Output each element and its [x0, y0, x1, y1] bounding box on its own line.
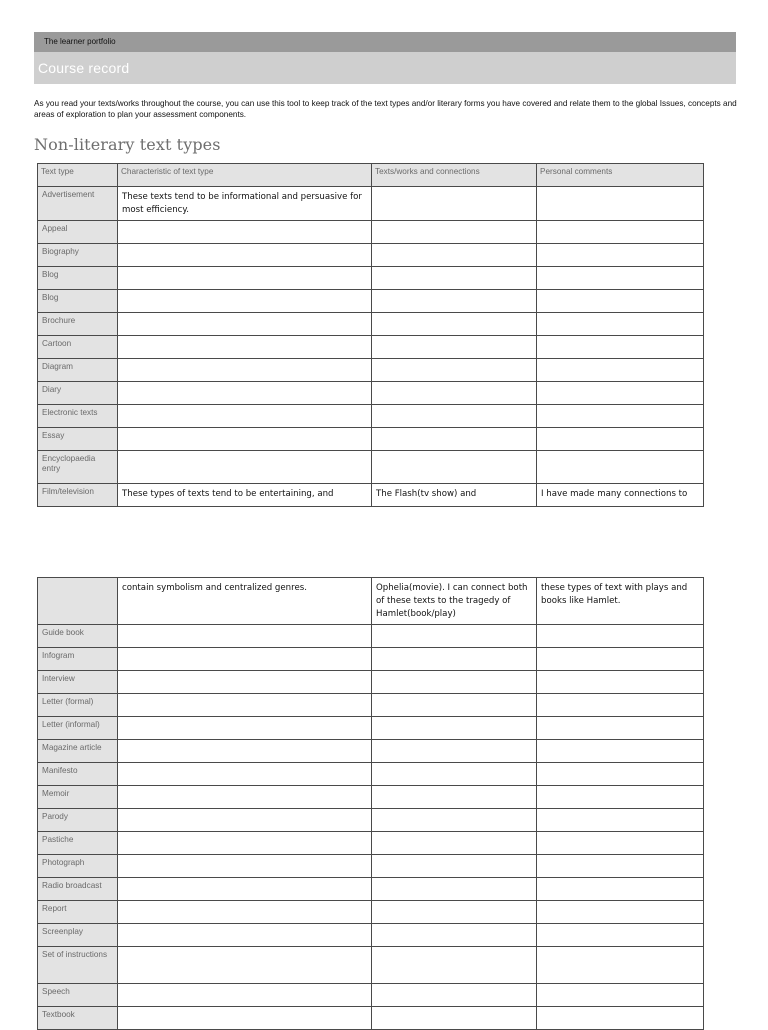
text-type-cell	[38, 878, 118, 901]
text-type-cell-text: Essay	[42, 431, 65, 440]
text-type-cell-text: Letter (formal)	[42, 697, 94, 706]
text-type-cell-text: Letter (informal)	[42, 720, 100, 729]
characteristic-cell[interactable]	[118, 187, 372, 221]
text-type-cell-text: Blog	[42, 293, 59, 302]
characteristic-cell-text	[118, 1007, 371, 1011]
texts-connections-cell[interactable]	[372, 625, 537, 648]
personal-comments-cell[interactable]	[537, 290, 704, 313]
personal-comments-cell-text	[537, 671, 703, 675]
characteristic-cell[interactable]	[118, 405, 372, 428]
text-type-cell	[38, 984, 118, 1007]
texts-connections-cell-text	[372, 313, 536, 317]
table-row	[38, 221, 704, 244]
text-type-cell-text: Appeal	[42, 224, 68, 233]
table-row	[38, 484, 704, 507]
texts-connections-cell-text	[372, 648, 536, 652]
table-row	[38, 451, 704, 484]
text-type-cell-text: Speech	[42, 987, 70, 996]
texts-connections-cell[interactable]	[372, 694, 537, 717]
text-type-cell-text: Set of instructions	[42, 950, 108, 959]
table-row	[38, 717, 704, 740]
texts-connections-cell[interactable]	[372, 717, 537, 740]
characteristic-cell[interactable]	[118, 924, 372, 947]
texts-connections-cell-text	[372, 671, 536, 675]
texts-connections-cell-text	[372, 832, 536, 836]
texts-connections-cell[interactable]	[372, 648, 537, 671]
table-row	[38, 187, 704, 221]
personal-comments-cell-text	[537, 717, 703, 721]
texts-connections-cell-text	[372, 947, 536, 951]
texts-connections-cell-text	[372, 267, 536, 271]
text-type-cell	[38, 694, 118, 717]
characteristic-cell[interactable]	[118, 359, 372, 382]
characteristic-cell[interactable]	[118, 382, 372, 405]
text-type-cell-text: Textbook	[42, 1010, 75, 1019]
characteristic-cell-text	[118, 359, 371, 363]
texts-connections-cell[interactable]	[372, 578, 537, 625]
text-type-cell-text: Photograph	[42, 858, 85, 867]
texts-connections-cell-text	[372, 717, 536, 721]
characteristic-cell[interactable]	[118, 786, 372, 809]
personal-comments-cell[interactable]	[537, 763, 704, 786]
header-texts-connections-label: Texts/works and connections	[375, 167, 480, 176]
personal-comments-cell[interactable]	[537, 984, 704, 1007]
text-type-cell-text: Cartoon	[42, 339, 72, 348]
personal-comments-cell[interactable]	[537, 717, 704, 740]
text-type-cell-text: Biography	[42, 247, 79, 256]
texts-connections-cell[interactable]	[372, 267, 537, 290]
personal-comments-cell-text	[537, 878, 703, 882]
text-type-cell-text: Blog	[42, 270, 59, 279]
texts-connections-cell-text	[372, 359, 536, 363]
texts-connections-cell-text	[372, 1007, 536, 1011]
personal-comments-cell-text	[537, 405, 703, 409]
personal-comments-cell[interactable]	[537, 809, 704, 832]
texts-connections-cell[interactable]	[372, 451, 537, 484]
personal-comments-cell[interactable]	[537, 855, 704, 878]
personal-comments-cell[interactable]	[537, 947, 704, 984]
characteristic-cell-text	[118, 671, 371, 675]
characteristic-cell-text	[118, 405, 371, 409]
texts-connections-cell-text	[372, 924, 536, 928]
text-type-cell	[38, 313, 118, 336]
characteristic-cell[interactable]	[118, 484, 372, 507]
characteristic-cell[interactable]	[118, 984, 372, 1007]
table-row	[38, 1007, 704, 1030]
text-type-cell	[38, 405, 118, 428]
text-type-cell-text: Parody	[42, 812, 68, 821]
personal-comments-cell[interactable]	[537, 428, 704, 451]
text-type-cell-text: Advertisement	[42, 190, 95, 199]
characteristic-cell-text	[118, 717, 371, 721]
personal-comments-cell[interactable]	[537, 405, 704, 428]
characteristic-cell[interactable]	[118, 671, 372, 694]
text-type-cell-text	[38, 578, 117, 581]
characteristic-cell-text	[118, 809, 371, 813]
texts-connections-cell[interactable]	[372, 984, 537, 1007]
characteristic-cell-text	[118, 451, 371, 455]
table-row	[38, 694, 704, 717]
texts-connections-cell-text	[372, 901, 536, 905]
personal-comments-cell-text	[537, 187, 703, 191]
text-type-cell-text: Memoir	[42, 789, 70, 798]
table-row	[38, 740, 704, 763]
personal-comments-cell[interactable]	[537, 221, 704, 244]
characteristic-cell[interactable]	[118, 740, 372, 763]
characteristic-cell-text	[118, 336, 371, 340]
personal-comments-cell[interactable]	[537, 901, 704, 924]
characteristic-cell[interactable]	[118, 878, 372, 901]
texts-connections-cell-text	[372, 878, 536, 882]
personal-comments-cell[interactable]	[537, 671, 704, 694]
texts-connections-cell-text	[372, 740, 536, 744]
header-text-type-label: Text type	[41, 167, 74, 176]
text-type-cell-text: Guide book	[42, 628, 84, 637]
characteristic-cell[interactable]	[118, 947, 372, 984]
text-type-cell-text: Diagram	[42, 362, 73, 371]
texts-connections-cell[interactable]	[372, 832, 537, 855]
personal-comments-cell-text: these types of text with plays and books like Hamlet.	[541, 583, 688, 606]
texts-connections-cell-text	[372, 336, 536, 340]
text-type-cell	[38, 578, 118, 625]
characteristic-cell[interactable]	[118, 901, 372, 924]
characteristic-cell[interactable]	[118, 625, 372, 648]
portfolio-header-bar	[34, 32, 736, 52]
characteristic-cell[interactable]	[118, 648, 372, 671]
texts-connections-cell[interactable]	[372, 405, 537, 428]
personal-comments-cell[interactable]	[537, 1007, 704, 1030]
texts-connections-cell[interactable]	[372, 740, 537, 763]
text-type-cell	[38, 625, 118, 648]
personal-comments-cell[interactable]	[537, 484, 704, 507]
texts-connections-cell[interactable]	[372, 671, 537, 694]
table-row	[38, 763, 704, 786]
personal-comments-cell-text	[537, 855, 703, 859]
characteristic-cell[interactable]	[118, 763, 372, 786]
texts-connections-cell[interactable]	[372, 786, 537, 809]
personal-comments-cell-text	[537, 359, 703, 363]
header-characteristic-label: Characteristic of text type	[121, 167, 214, 176]
table-row	[38, 878, 704, 901]
texts-connections-cell-text	[372, 625, 536, 629]
text-type-cell-text: Brochure	[42, 316, 76, 325]
personal-comments-cell[interactable]	[537, 832, 704, 855]
texts-connections-cell[interactable]	[372, 484, 537, 507]
texts-connections-cell-text	[372, 221, 536, 225]
table-row	[38, 832, 704, 855]
personal-comments-cell-text	[537, 313, 703, 317]
texts-connections-cell[interactable]	[372, 187, 537, 221]
texts-connections-cell-text	[372, 694, 536, 698]
course-record-title: Course record	[38, 60, 130, 76]
text-types-table-1	[37, 163, 704, 507]
personal-comments-cell-text	[537, 648, 703, 652]
characteristic-cell[interactable]	[118, 221, 372, 244]
personal-comments-cell-text	[537, 947, 703, 951]
portfolio-label: The learner portfolio	[44, 37, 116, 46]
personal-comments-cell-text	[537, 832, 703, 836]
characteristic-cell[interactable]	[118, 336, 372, 359]
text-type-cell	[38, 244, 118, 267]
text-type-cell	[38, 924, 118, 947]
texts-connections-cell-text	[372, 187, 536, 191]
texts-connections-cell-text	[372, 382, 536, 386]
personal-comments-cell-text	[537, 451, 703, 455]
texts-connections-cell[interactable]	[372, 855, 537, 878]
characteristic-cell[interactable]	[118, 428, 372, 451]
table-row	[38, 359, 704, 382]
header-characteristic	[118, 164, 372, 187]
table-row	[38, 428, 704, 451]
text-type-cell	[38, 809, 118, 832]
personal-comments-cell[interactable]	[537, 267, 704, 290]
text-type-cell	[38, 901, 118, 924]
texts-connections-cell-text	[372, 290, 536, 294]
table-row	[38, 625, 704, 648]
personal-comments-cell-text: I have made many connections to	[541, 489, 688, 499]
characteristic-cell-text	[118, 221, 371, 225]
texts-connections-cell-text	[372, 855, 536, 859]
texts-connections-cell[interactable]	[372, 428, 537, 451]
personal-comments-cell[interactable]	[537, 924, 704, 947]
text-type-cell	[38, 717, 118, 740]
table-row	[38, 786, 704, 809]
texts-connections-cell[interactable]	[372, 878, 537, 901]
table-row	[38, 984, 704, 1007]
table-row	[38, 924, 704, 947]
header-texts-connections	[372, 164, 537, 187]
texts-connections-cell-text: The Flash(tv show) and	[376, 489, 477, 499]
personal-comments-cell-text	[537, 786, 703, 790]
characteristic-cell-text	[118, 786, 371, 790]
section-title: Non-literary text types	[34, 135, 221, 154]
text-type-cell	[38, 336, 118, 359]
characteristic-cell-text	[118, 924, 371, 928]
personal-comments-cell[interactable]	[537, 625, 704, 648]
texts-connections-cell-text: Ophelia(movie). I can connect both of these texts to the tragedy of Hamlet(book/play)	[376, 583, 528, 619]
personal-comments-cell-text	[537, 694, 703, 698]
characteristic-cell-text	[118, 290, 371, 294]
texts-connections-cell-text	[372, 984, 536, 988]
characteristic-cell-text	[118, 313, 371, 317]
personal-comments-cell[interactable]	[537, 648, 704, 671]
table-row	[38, 855, 704, 878]
characteristic-cell[interactable]	[118, 290, 372, 313]
characteristic-cell-text	[118, 648, 371, 652]
texts-connections-cell-text	[372, 428, 536, 432]
characteristic-cell-text	[118, 947, 371, 951]
table-row	[38, 313, 704, 336]
table-row	[38, 244, 704, 267]
table-row	[38, 290, 704, 313]
text-type-cell	[38, 763, 118, 786]
texts-connections-cell[interactable]	[372, 244, 537, 267]
texts-connections-cell-text	[372, 244, 536, 248]
characteristic-cell-text: contain symbolism and centralized genres.	[122, 583, 307, 593]
text-type-cell	[38, 484, 118, 507]
text-type-cell	[38, 786, 118, 809]
table-row	[38, 336, 704, 359]
personal-comments-cell-text	[537, 625, 703, 629]
characteristic-cell-text	[118, 740, 371, 744]
personal-comments-cell[interactable]	[537, 878, 704, 901]
personal-comments-cell-text	[537, 740, 703, 744]
personal-comments-cell-text	[537, 809, 703, 813]
text-type-cell	[38, 451, 118, 484]
texts-connections-cell[interactable]	[372, 336, 537, 359]
intro-paragraph: As you read your texts/works throughout the course, you can use this tool to keep track of the text types and/or literary forms you have covered and relate them to the global Issues, concepts and areas of exploration to plan your assessment components.	[34, 99, 737, 119]
personal-comments-cell[interactable]	[537, 578, 704, 625]
characteristic-cell[interactable]	[118, 717, 372, 740]
text-type-cell-text: Magazine article	[42, 743, 102, 752]
text-type-cell	[38, 187, 118, 221]
texts-connections-cell[interactable]	[372, 382, 537, 405]
text-type-cell	[38, 1007, 118, 1030]
characteristic-cell[interactable]	[118, 809, 372, 832]
texts-connections-cell[interactable]	[372, 290, 537, 313]
personal-comments-cell-text	[537, 336, 703, 340]
characteristic-cell[interactable]	[118, 313, 372, 336]
texts-connections-cell[interactable]	[372, 1007, 537, 1030]
table-row	[38, 901, 704, 924]
text-type-cell-text: Film/television	[42, 487, 94, 496]
text-type-cell-text: Manifesto	[42, 766, 78, 775]
personal-comments-cell-text	[537, 428, 703, 432]
characteristic-cell[interactable]	[118, 832, 372, 855]
personal-comments-cell[interactable]	[537, 336, 704, 359]
characteristic-cell-text	[118, 267, 371, 271]
table-row	[38, 809, 704, 832]
personal-comments-cell[interactable]	[537, 244, 704, 267]
personal-comments-cell-text	[537, 1007, 703, 1011]
personal-comments-cell[interactable]	[537, 786, 704, 809]
personal-comments-cell-text	[537, 382, 703, 386]
characteristic-cell-text	[118, 901, 371, 905]
personal-comments-cell-text	[537, 290, 703, 294]
text-type-cell-text: Electronic texts	[42, 408, 98, 417]
table-row	[38, 382, 704, 405]
characteristic-cell-text	[118, 984, 371, 988]
table-row	[38, 947, 704, 984]
characteristic-cell-text	[118, 244, 371, 248]
text-types-table-2	[37, 577, 704, 1030]
text-type-cell	[38, 428, 118, 451]
table-row	[38, 671, 704, 694]
text-type-cell-text: Encyclopaedia entry	[42, 454, 96, 473]
text-type-cell	[38, 359, 118, 382]
text-type-cell	[38, 740, 118, 763]
personal-comments-cell[interactable]	[537, 382, 704, 405]
texts-connections-cell[interactable]	[372, 901, 537, 924]
characteristic-cell-text: These types of texts tend to be entertaining, and	[122, 489, 334, 499]
characteristic-cell-text	[118, 878, 371, 882]
texts-connections-cell[interactable]	[372, 359, 537, 382]
texts-connections-cell[interactable]	[372, 809, 537, 832]
table-row	[38, 267, 704, 290]
characteristic-cell[interactable]	[118, 451, 372, 484]
text-type-cell-text: Radio broadcast	[42, 881, 102, 890]
characteristic-cell-text: These texts tend to be informational and persuasive for most efficiency.	[122, 192, 362, 215]
table-header-row	[38, 164, 704, 187]
table-row	[38, 405, 704, 428]
texts-connections-cell-text	[372, 405, 536, 409]
personal-comments-cell[interactable]	[537, 187, 704, 221]
table-row	[38, 578, 704, 625]
text-type-cell	[38, 382, 118, 405]
text-type-cell	[38, 832, 118, 855]
texts-connections-cell-text	[372, 786, 536, 790]
characteristic-cell-text	[118, 763, 371, 767]
characteristic-cell[interactable]	[118, 267, 372, 290]
personal-comments-cell-text	[537, 267, 703, 271]
personal-comments-cell[interactable]	[537, 694, 704, 717]
text-type-cell	[38, 290, 118, 313]
personal-comments-cell-text	[537, 763, 703, 767]
texts-connections-cell[interactable]	[372, 763, 537, 786]
texts-connections-cell[interactable]	[372, 924, 537, 947]
characteristic-cell-text	[118, 832, 371, 836]
header-personal-comments	[537, 164, 704, 187]
texts-connections-cell[interactable]	[372, 221, 537, 244]
text-type-cell-text: Interview	[42, 674, 75, 683]
characteristic-cell[interactable]	[118, 855, 372, 878]
course-record-bar	[34, 52, 736, 84]
personal-comments-cell[interactable]	[537, 451, 704, 484]
texts-connections-cell-text	[372, 809, 536, 813]
text-type-cell	[38, 671, 118, 694]
header-text-type	[38, 164, 118, 187]
personal-comments-cell-text	[537, 984, 703, 988]
text-type-cell-text: Diary	[42, 385, 62, 394]
texts-connections-cell-text	[372, 451, 536, 455]
table-row	[38, 648, 704, 671]
characteristic-cell-text	[118, 625, 371, 629]
text-type-cell	[38, 267, 118, 290]
characteristic-cell-text	[118, 428, 371, 432]
text-type-cell-text: Infogram	[42, 651, 75, 660]
personal-comments-cell-text	[537, 924, 703, 928]
text-type-cell-text: Pastiche	[42, 835, 74, 844]
personal-comments-cell-text	[537, 244, 703, 248]
characteristic-cell[interactable]	[118, 244, 372, 267]
personal-comments-cell-text	[537, 221, 703, 225]
characteristic-cell[interactable]	[118, 694, 372, 717]
header-personal-comments-label: Personal comments	[540, 167, 613, 176]
texts-connections-cell-text	[372, 763, 536, 767]
personal-comments-cell[interactable]	[537, 740, 704, 763]
texts-connections-cell[interactable]	[372, 313, 537, 336]
characteristic-cell[interactable]	[118, 578, 372, 625]
text-type-cell	[38, 221, 118, 244]
texts-connections-cell[interactable]	[372, 947, 537, 984]
text-type-cell-text: Report	[42, 904, 67, 913]
text-type-cell-text: Screenplay	[42, 927, 83, 936]
personal-comments-cell-text	[537, 901, 703, 905]
text-type-cell	[38, 947, 118, 984]
text-type-cell	[38, 648, 118, 671]
characteristic-cell-text	[118, 382, 371, 386]
text-type-cell	[38, 855, 118, 878]
characteristic-cell-text	[118, 694, 371, 698]
characteristic-cell-text	[118, 855, 371, 859]
personal-comments-cell[interactable]	[537, 359, 704, 382]
characteristic-cell[interactable]	[118, 1007, 372, 1030]
personal-comments-cell[interactable]	[537, 313, 704, 336]
